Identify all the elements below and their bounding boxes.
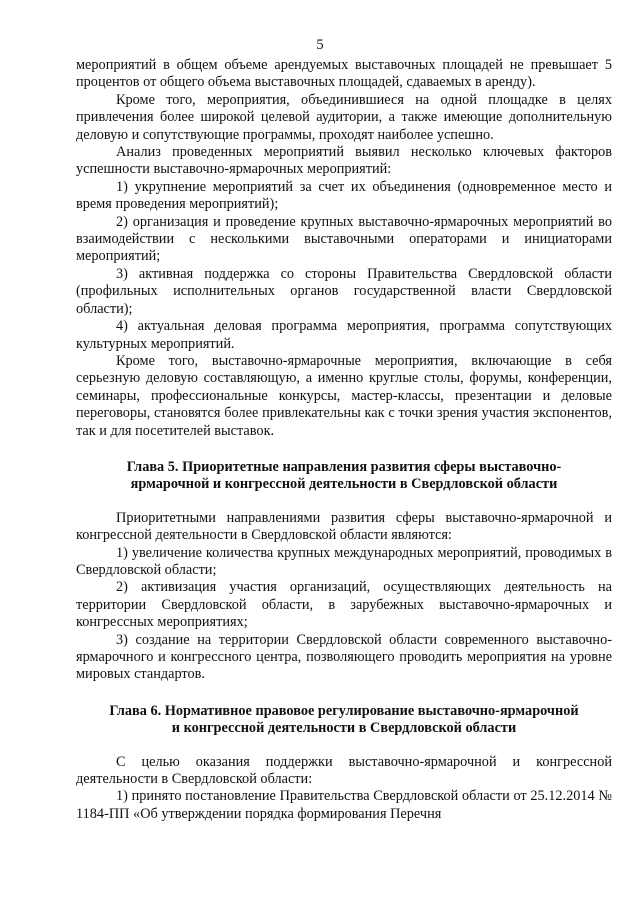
chapter-5-heading bbox=[76, 459, 612, 494]
list-item: 3) активная поддержка со стороны Правительства Свердловской области (профильных исполнительных органов государственной власти Свердловской области); bbox=[76, 265, 612, 317]
list-item: 1) увеличение количества крупных международных мероприятий, проводимых в Свердловской области; bbox=[76, 544, 612, 578]
page-number: 5 bbox=[316, 37, 324, 53]
list-item: 1) принято постановление Правительства Свердловской области от 25.12.2014 № 1184-ПП «Об утверждении порядка формирования Перечня bbox=[76, 788, 612, 822]
chapter-5-heading-line-1: Глава 5. Приоритетные направления развития сферы выставочно- bbox=[126, 458, 562, 475]
list-item: 2) организация и проведение крупных выставочно-ярмарочных мероприятий во взаимодействии с несколькими выставочными операторами и инициаторами мероприятий; bbox=[76, 213, 612, 265]
paragraph: С целью оказания поддержки выставочно-ярмарочной и конгрессной деятельности в Свердловской области: bbox=[76, 753, 612, 788]
paragraph: Кроме того, мероприятия, объединившиеся на одной площадке в целях привлечения более широкой целевой аудитории, а также имеющие дополнительную деловую и сопутствующие программы, проходят наиболее успешно. bbox=[76, 91, 612, 143]
list-item: 1) укрупнение мероприятий за счет их объединения (одновременное место и время проведения мероприятий); bbox=[76, 178, 612, 213]
paragraph-continuation: мероприятий в общем объеме арендуемых выставочных площадей не превышает 5 процентов от общего объема выставочных площадей, сдаваемых в аренду). bbox=[76, 57, 612, 91]
list-item: 3) создание на территории Свердловской области современного выставочно-ярмарочного и конгрессного центра, позволяющего проводить мероприятия на уровне мировых стандартов. bbox=[76, 631, 612, 683]
list-item: 2) активизация участия организаций, осуществляющих деятельность на территории Свердловской области, в зарубежных выставочно-ярмарочных и конгрессных мероприятиях; bbox=[76, 579, 612, 631]
paragraph: Кроме того, выставочно-ярмарочные мероприятия, включающие в себя серьезную деловую составляющую, а именно круглые столы, форумы, конференции, семинары, профессиональные конкурсы, мастер-классы, презентации и деловые переговоры, становятся более привлекательны как с точки зрения участия экспонентов, так и для посетителей выставок. bbox=[76, 352, 612, 439]
paragraph: Приоритетными направлениями развития сферы выставочно-ярмарочной и конгрессной деятельности в Свердловской области являются: bbox=[76, 509, 612, 544]
chapter-6-heading-line-2: и конгрессной деятельности в Свердловской области bbox=[171, 720, 517, 737]
chapter-6-heading-line-1: Глава 6. Нормативное правовое регулирование выставочно-ярмарочной bbox=[109, 702, 579, 719]
chapter-5-heading-line-2: ярмарочной и конгрессной деятельности в Свердловской области bbox=[130, 476, 558, 493]
document-body bbox=[76, 57, 612, 823]
list-item: 4) актуальная деловая программа мероприятия, программа сопутствующих культурных мероприятий. bbox=[76, 318, 612, 352]
chapter-6-heading bbox=[76, 703, 612, 738]
paragraph: Анализ проведенных мероприятий выявил несколько ключевых факторов успешности выставочно-ярмарочных мероприятий: bbox=[76, 144, 612, 178]
